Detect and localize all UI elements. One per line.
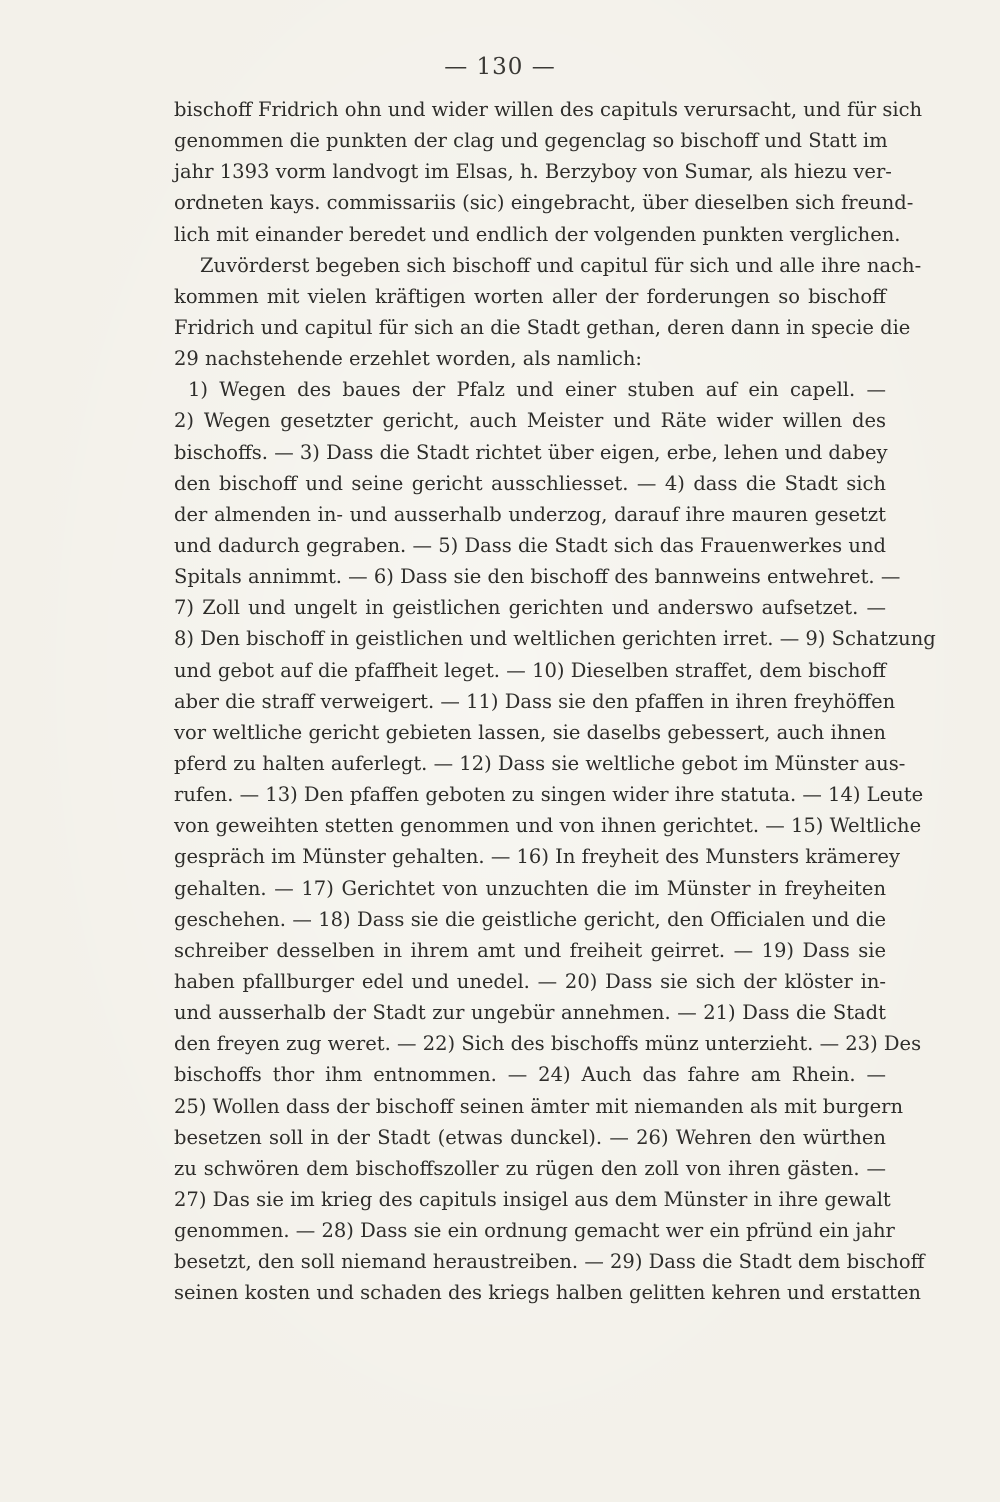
text-line: Fridrich und capitul für sich an die Stadt gethan, deren dann in specie die bbox=[174, 315, 911, 339]
text-line: und ausserhalb der Stadt zur ungebür annehmen. — 21) Dass die Stadt bbox=[174, 1001, 886, 1025]
text-line: 25) Wollen dass der bischoff seinen ämter mit niemanden als mit burgern bbox=[174, 1094, 904, 1118]
text-line: Spitals annimmt. — 6) Dass sie den bischoff des bannweins entwehret. — bbox=[174, 565, 901, 589]
text-line: vor weltliche gericht gebieten lassen, sie daselbs gebessert, auch ihnen bbox=[174, 720, 886, 744]
text-line: der almenden in- und ausserhalb underzog, darauf ihre mauren gesetzt bbox=[174, 502, 886, 526]
body-text bbox=[174, 94, 936, 1308]
text-line: haben pfallburger edel und unedel. — 20) Dass sie sich der klöster in- bbox=[174, 969, 886, 993]
text-line: 2) Wegen gesetzter gericht, auch Meister und Räte wider willen des bbox=[174, 409, 886, 433]
text-line: ordneten kays. commissariis (sic) eingebracht, über dieselben sich freund- bbox=[174, 191, 914, 215]
text-line: gespräch im Münster gehalten. — 16) In freyheit des Munsters krämerey bbox=[174, 845, 900, 869]
text-line: zu schwören dem bischoffszoller zu rügen den zoll von ihren gästen. — bbox=[174, 1156, 886, 1180]
text-line: schreiber desselben in ihrem amt und freiheit geirret. — 19) Dass sie bbox=[174, 938, 886, 962]
text-line: 1) Wegen des baues der Pfalz und einer stuben auf ein capell. — bbox=[188, 378, 886, 402]
text-line: 7) Zoll und ungelt in geistlichen gerichten und anderswo aufsetzet. — bbox=[174, 596, 886, 620]
text-line: seinen kosten und schaden des kriegs halben gelitten kehren und erstatten bbox=[174, 1281, 921, 1305]
text-line: aber die straff verweigert. — 11) Dass sie den pfaffen in ihren freyhöffen bbox=[174, 689, 896, 713]
text-line: besetzen soll in der Stadt (etwas dunckel). — 26) Wehren den würthen bbox=[174, 1125, 886, 1149]
text-line: genommen. — 28) Dass sie ein ordnung gemacht wer ein pfründ ein jahr bbox=[174, 1219, 895, 1243]
text-line: 8) Den bischoff in geistlichen und weltlichen gerichten irret. — 9) Schatzung bbox=[174, 627, 936, 651]
text-line: gehalten. — 17) Gerichtet von unzuchten die im Münster in freyheiten bbox=[174, 876, 886, 900]
text-line: kommen mit vielen kräftigen worten aller der forderungen so bischoff bbox=[174, 284, 886, 308]
text-line: und gebot auf die pfaffheit leget. — 10) Dieselben straffet, dem bischoff bbox=[174, 658, 886, 682]
text-line: von geweihten stetten genommen und von ihnen gerichtet. — 15) Weltliche bbox=[174, 814, 922, 838]
text-line: rufen. — 13) Den pfaffen geboten zu singen wider ihre statuta. — 14) Leute bbox=[174, 783, 924, 807]
text-line: jahr 1393 vorm landvogt im Elsas, h. Berzyboy von Sumar, als hiezu ver- bbox=[174, 160, 892, 184]
text-line: den bischoff und seine gericht ausschliesset. — 4) dass die Stadt sich bbox=[174, 471, 886, 495]
text-line: bischoffs thor ihm entnommen. — 24) Auch das fahre am Rhein. — bbox=[174, 1063, 886, 1087]
text-line: 27) Das sie im krieg des capituls insigel aus dem Münster in ihre gewalt bbox=[174, 1187, 891, 1211]
text-line: bischoff Fridrich ohn und wider willen des capituls verursacht, und für sich bbox=[174, 98, 923, 121]
text-line: besetzt, den soll niemand heraustreiben. — 29) Dass die Stadt dem bischoff bbox=[174, 1250, 925, 1274]
text-line: genommen die punkten der clag und gegenclag so bischoff und Statt im bbox=[174, 129, 888, 153]
text-line: den freyen zug weret. — 22) Sich des bischoffs münz unterzieht. — 23) Des bbox=[174, 1032, 922, 1056]
text-line: pferd zu halten auferlegt. — 12) Dass sie weltliche gebot im Münster aus- bbox=[174, 751, 906, 775]
text-line: 29 nachstehende erzehlet worden, als namlich: bbox=[174, 347, 642, 371]
text-line: Zuvörderst begeben sich bischoff und capitul für sich und alle ihre nach- bbox=[200, 253, 922, 277]
text-line: und dadurch gegraben. — 5) Dass die Stadt sich das Frauenwerkes und bbox=[174, 533, 886, 557]
text-line: bischoffs. — 3) Dass die Stadt richtet über eigen, erbe, lehen und dabey bbox=[174, 440, 888, 464]
page-number: — 130 — bbox=[444, 54, 556, 80]
text-line: lich mit einander beredet und endlich der volgenden punkten verglichen. bbox=[174, 222, 901, 246]
text-line: geschehen. — 18) Dass sie die geistliche gericht, den Officialen und die bbox=[174, 907, 886, 931]
